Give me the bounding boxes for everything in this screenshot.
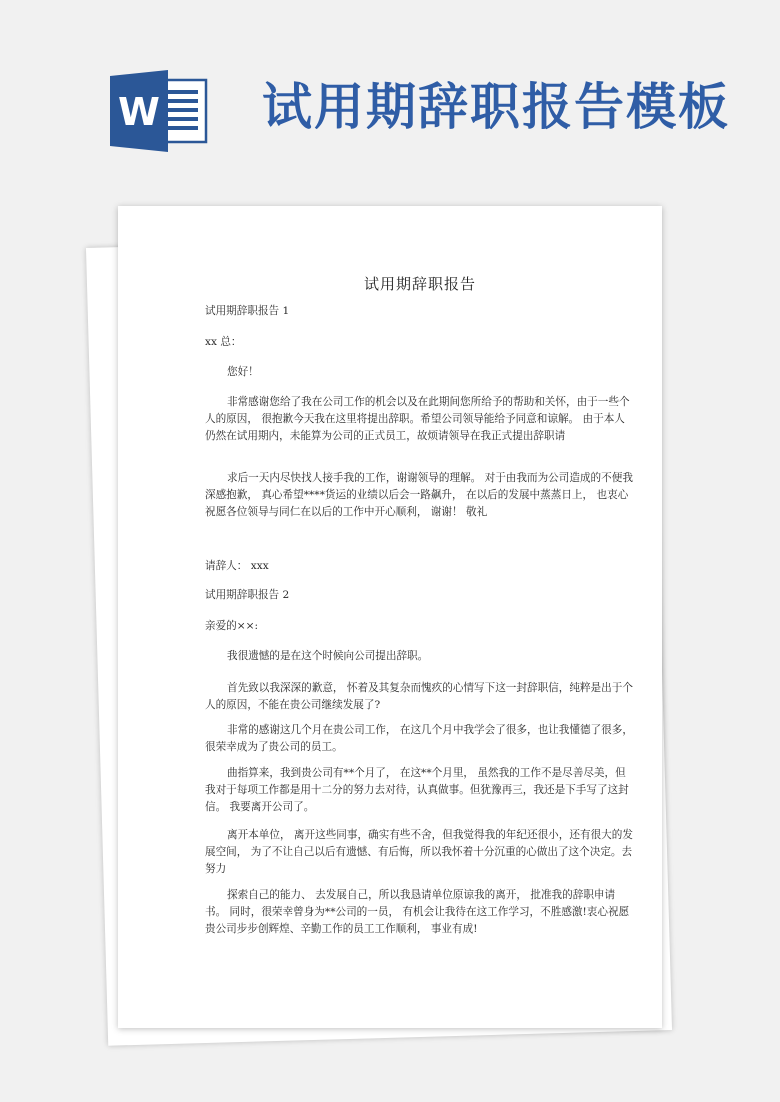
salutation-2: 亲爱的××: bbox=[205, 620, 259, 632]
paragraph-5: 非常的感谢这几个月在贵公司工作， 在这几个月中我学会了很多，也让我懂德了很多，很荣幸成为了贵公司的员工。 bbox=[205, 724, 633, 753]
signature-line: 请辞人： xxx bbox=[205, 560, 269, 572]
word-logo-letter: W bbox=[118, 90, 160, 134]
paragraph-2: 求后一天内尽快找人接手我的工作，谢谢领导的理解。 对于由我而为公司造成的不便我深感抱歉， 真心希望****货运的业绩以后会一路飙升， 在以后的发展中蒸蒸日上， 也衷心祝愿各位领导与同仁在以后的工作中开心顺利， 谢谢！ 敬礼 bbox=[205, 472, 633, 518]
banner-title: 试用期辞职报告模板 bbox=[262, 78, 730, 136]
section-heading-1: 试用期辞职报告 1 bbox=[205, 305, 290, 317]
salutation-1: xx 总： bbox=[205, 336, 242, 348]
paragraph-6: 曲指算来，我到贵公司有**个月了， 在这**个月里， 虽然我的工作不是尽善尽美，但我对于每项工作都是用十二分的努力去对待，认真做事。但犹豫再三，我还是下手写了这封信。 我要离开公司了。 bbox=[205, 767, 629, 813]
document-page bbox=[118, 206, 662, 1028]
section-heading-2: 试用期辞职报告 2 bbox=[205, 589, 290, 601]
paragraph-1: 非常感谢您给了我在公司工作的机会以及在此期间您所给予的帮助和关怀，由于一些个人的原因， 很抱歉今天我在这里将提出辞职。希望公司领导能给予同意和谅解。 由于本人仍然在试用期内，未能算为公司的正式员工，故烦请领导在我正式提出辞职请 bbox=[205, 396, 630, 442]
paragraph-3: 我很遗憾的是在这个时候向公司提出辞职。 bbox=[227, 650, 429, 662]
paragraph-4: 首先致以我深深的歉意， 怀着及其复杂而愧疚的心情写下这一封辞职信，纯粹是出于个人的原因，不能在贵公司继续发展了? bbox=[205, 682, 633, 711]
word-logo-icon bbox=[110, 70, 208, 152]
paragraph-8: 探索自己的能力、 去发展自己，所以我恳请单位原谅我的离开， 批准我的辞职申请书。 同时，很荣幸曾身为**公司的一员， 有机会让我待在这工作学习，不胜感激!衷心祝愿贵公司步步创辉煌、辛勤工作的员工工作顺利， 事业有成! bbox=[205, 889, 630, 935]
paragraph-7: 离开本单位， 离开这些同事，确实有些不舍，但我觉得我的年纪还很小，还有很大的发展空间， 为了不让自己以后有遗憾、有后悔，所以我怀着十分沉重的心做出了这个决定。去努力 bbox=[205, 829, 633, 875]
greeting: 您好！ bbox=[227, 366, 259, 378]
document-title: 试用期辞职报告 bbox=[363, 275, 476, 293]
